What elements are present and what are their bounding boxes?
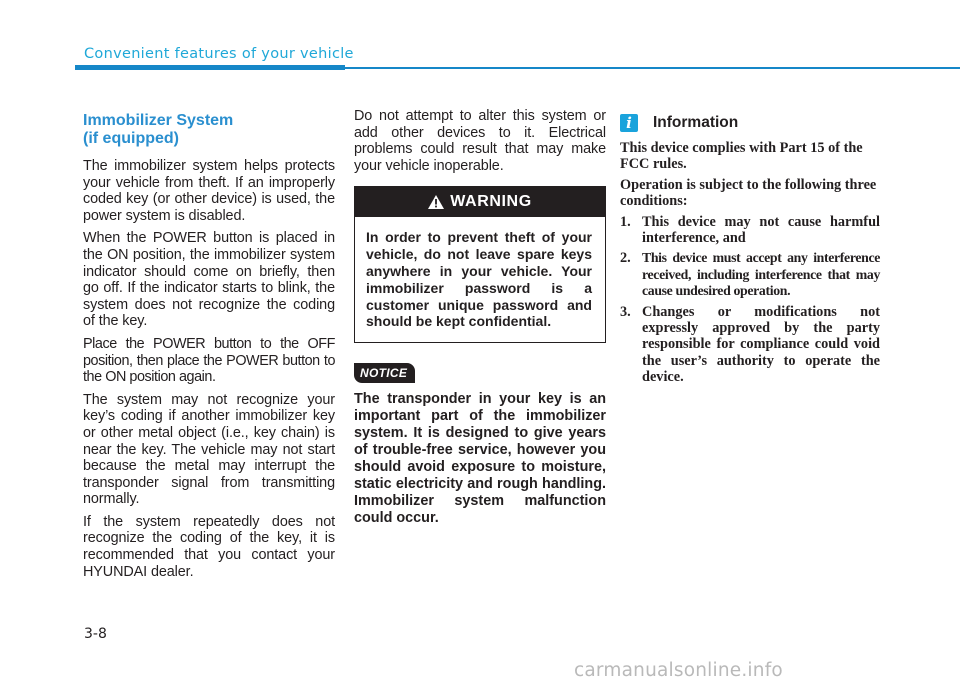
immobilizer-heading-line1: Immobilizer System <box>83 112 234 129</box>
list-item-text: Changes or modifications not expressly approved by the party responsible for compliance could void the user’s authority to operate the device. <box>642 303 880 386</box>
warning-text: In order to prevent theft of your vehicle, do not leave spare keys anywhere in your vehicle. Your immobilizer password is a customer unique password and should be kept confidential. <box>366 229 592 330</box>
conditions-list <box>620 214 880 386</box>
list-item <box>620 250 880 299</box>
alter-system-paragraph: Do not attempt to alter this system or add other devices to it. Electrical problems could result that may make your vehicle inoperable. <box>354 108 606 174</box>
immobilizer-paragraph: Place the POWER button to the OFF position, then place the POWER button to the ON position again. <box>83 335 335 386</box>
list-item-text: This device must accept any interference received, including interference that may cause undesired operation. <box>642 250 880 299</box>
warning-label: WARNING <box>450 193 532 211</box>
immobilizer-paragraph: The immobilizer system helps protects your vehicle from theft. If an improperly coded key (or other device) is used, the power system is disabled. <box>83 158 335 224</box>
list-item-number: 1. <box>620 213 631 230</box>
column-information <box>620 114 880 390</box>
immobilizer-heading <box>83 112 335 148</box>
warning-triangle-icon <box>428 195 444 209</box>
watermark: carmanualsonline.info <box>574 660 783 681</box>
header-bar-thin <box>345 67 960 69</box>
column-warning <box>354 108 606 527</box>
information-header <box>620 114 880 132</box>
information-title: Information <box>653 114 739 131</box>
list-item <box>620 214 880 247</box>
page-number: 3-8 <box>84 626 107 642</box>
conditions-paragraph: Operation is subject to the following three conditions: <box>620 176 877 210</box>
immobilizer-paragraph: If the system repeatedly does not recognize the coding of the key, it is recommended that you contact your HYUNDAI dealer. <box>83 513 335 580</box>
notice-text: The transponder in your key is an important part of the immobilizer system. It is designed to give years of trouble-free service, however you should avoid exposure to moisture, static electricity and rough handling. Immobilizer system malfunction could occur. <box>354 391 606 527</box>
list-item-text: This device may not cause harmful interference, and <box>642 213 880 247</box>
list-item-number: 2. <box>620 250 631 267</box>
column-immobilizer <box>83 108 335 586</box>
list-item <box>620 304 880 386</box>
fcc-paragraph: This device complies with Part 15 of the FCC rules. <box>620 140 863 173</box>
warning-box <box>354 186 606 343</box>
immobilizer-paragraph: When the POWER button is placed in the ON position, the immobilizer system indicator should come on briefly, then go off. If the indicator starts to blink, the system does not recognize the coding of the key. <box>83 230 335 330</box>
immobilizer-heading-line2: (if equipped) <box>83 130 179 147</box>
warning-header <box>355 187 605 217</box>
section-title: Convenient features of your vehicle <box>84 46 354 62</box>
information-icon: i <box>620 114 638 132</box>
header-bar-thick <box>75 65 345 70</box>
immobilizer-paragraph: The system may not recognize your key’s coding if another immobilizer key or other metal object (i.e., key chain) is near the key. The vehicle may not start because the metal may interrupt the transponder signal from transmitting normally. <box>83 391 335 508</box>
notice-badge: NOTICE <box>354 363 415 383</box>
list-item-number: 3. <box>620 303 631 320</box>
